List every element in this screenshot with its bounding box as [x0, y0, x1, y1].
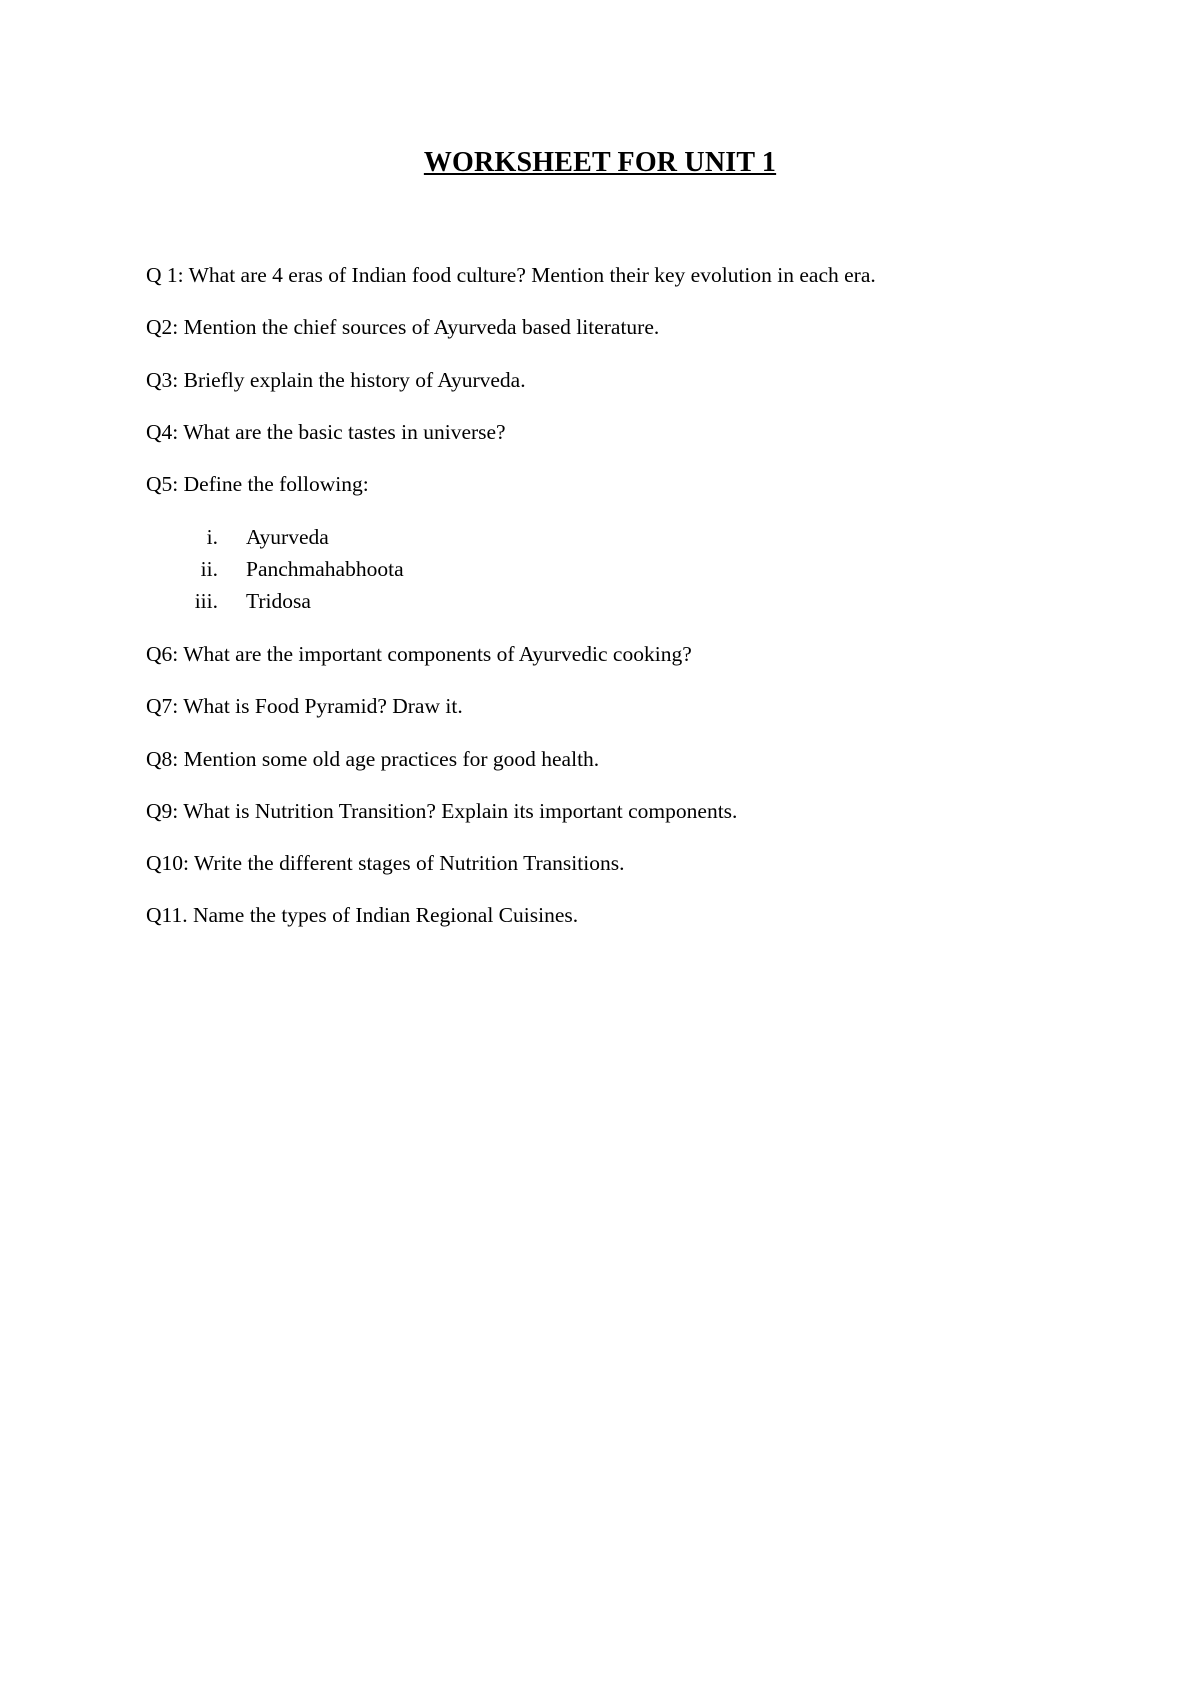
page-title: WORKSHEET FOR UNIT 1: [423, 147, 777, 178]
question-7: Q7: What is Food Pyramid? Draw it.: [146, 694, 463, 718]
q5-item-2-number: ii.: [200, 557, 218, 581]
question-6: Q6: What are the important components of Ayurvedic cooking?: [146, 642, 692, 666]
question-10: Q10: Write the different stages of Nutrition Transitions.: [146, 851, 625, 875]
question-9: Q9: What is Nutrition Transition? Explain its important components.: [146, 799, 738, 823]
q5-item-3-text: Tridosa: [246, 589, 311, 613]
question-5: Q5: Define the following:: [146, 472, 369, 496]
question-1: Q 1: What are 4 eras of Indian food culture? Mention their key evolution in each era.: [146, 263, 876, 287]
q5-item-1-text: Ayurveda: [246, 525, 329, 549]
q5-item-2-text: Panchmahabhoota: [246, 557, 404, 581]
question-8: Q8: Mention some old age practices for good health.: [146, 747, 600, 771]
question-2: Q2: Mention the chief sources of Ayurveda based literature.: [146, 315, 660, 339]
q5-item-3-number: iii.: [194, 589, 218, 613]
question-3: Q3: Briefly explain the history of Ayurveda.: [146, 368, 526, 392]
question-11: Q11. Name the types of Indian Regional Cuisines.: [146, 903, 579, 927]
q5-item-1-number: i.: [206, 525, 218, 549]
question-4: Q4: What are the basic tastes in universe?: [146, 420, 506, 444]
